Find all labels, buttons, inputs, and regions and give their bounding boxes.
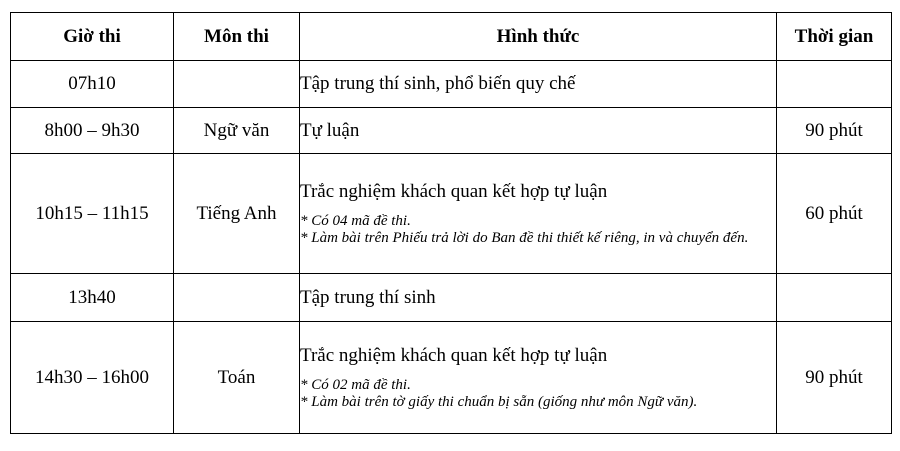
duration-cell: [777, 274, 892, 322]
header-format: Hình thức: [300, 13, 777, 61]
format-text: Trắc nghiệm khách quan kết hợp tự luận: [300, 180, 608, 202]
format-note: * Có 02 mã đề thi.: [300, 376, 411, 393]
format-cell: [300, 154, 777, 274]
format-text: Tập trung thí sinh: [300, 286, 436, 308]
subject-cell: [174, 61, 300, 108]
duration-cell: 90 phút: [777, 108, 892, 154]
format-note: * Làm bài trên tờ giấy thi chuẩn bị sẵn (giống như môn Ngữ văn).: [300, 393, 698, 410]
format-cell: [300, 322, 777, 434]
exam-time-cell: 8h00 – 9h30: [11, 108, 174, 154]
header-duration: Thời gian: [777, 13, 892, 61]
format-cell: [300, 274, 777, 322]
exam-time-cell: 13h40: [11, 274, 174, 322]
format-text: Trắc nghiệm khách quan kết hợp tự luận: [300, 344, 608, 366]
subject-cell: [174, 274, 300, 322]
exam-time-cell: 10h15 – 11h15: [11, 154, 174, 274]
format-notes: [300, 213, 776, 247]
duration-cell: 90 phút: [777, 322, 892, 434]
format-cell: [300, 61, 777, 108]
format-text: Tự luận: [300, 119, 360, 141]
duration-cell: [777, 61, 892, 108]
subject-cell: Ngữ văn: [174, 108, 300, 154]
subject-cell: Toán: [174, 322, 300, 434]
table-row: [11, 108, 892, 154]
table-row: [11, 322, 892, 434]
header-row: [11, 13, 892, 61]
format-notes: [300, 377, 776, 411]
exam-time-cell: 07h10: [11, 61, 174, 108]
subject-cell: Tiếng Anh: [174, 154, 300, 274]
header-subject: Môn thi: [174, 13, 300, 61]
duration-cell: 60 phút: [777, 154, 892, 274]
exam-schedule-table: [10, 12, 892, 434]
format-note: * Có 04 mã đề thi.: [300, 212, 411, 229]
table-row: [11, 154, 892, 274]
format-text: Tập trung thí sinh, phổ biến quy chế: [300, 73, 576, 94]
table-row: [11, 274, 892, 322]
format-cell: [300, 108, 777, 154]
exam-time-cell: 14h30 – 16h00: [11, 322, 174, 434]
format-note: * Làm bài trên Phiếu trả lời do Ban đề thi thiết kế riêng, in và chuyển đến.: [300, 229, 749, 246]
table-row: [11, 61, 892, 108]
header-exam-time: Giờ thi: [11, 13, 174, 61]
